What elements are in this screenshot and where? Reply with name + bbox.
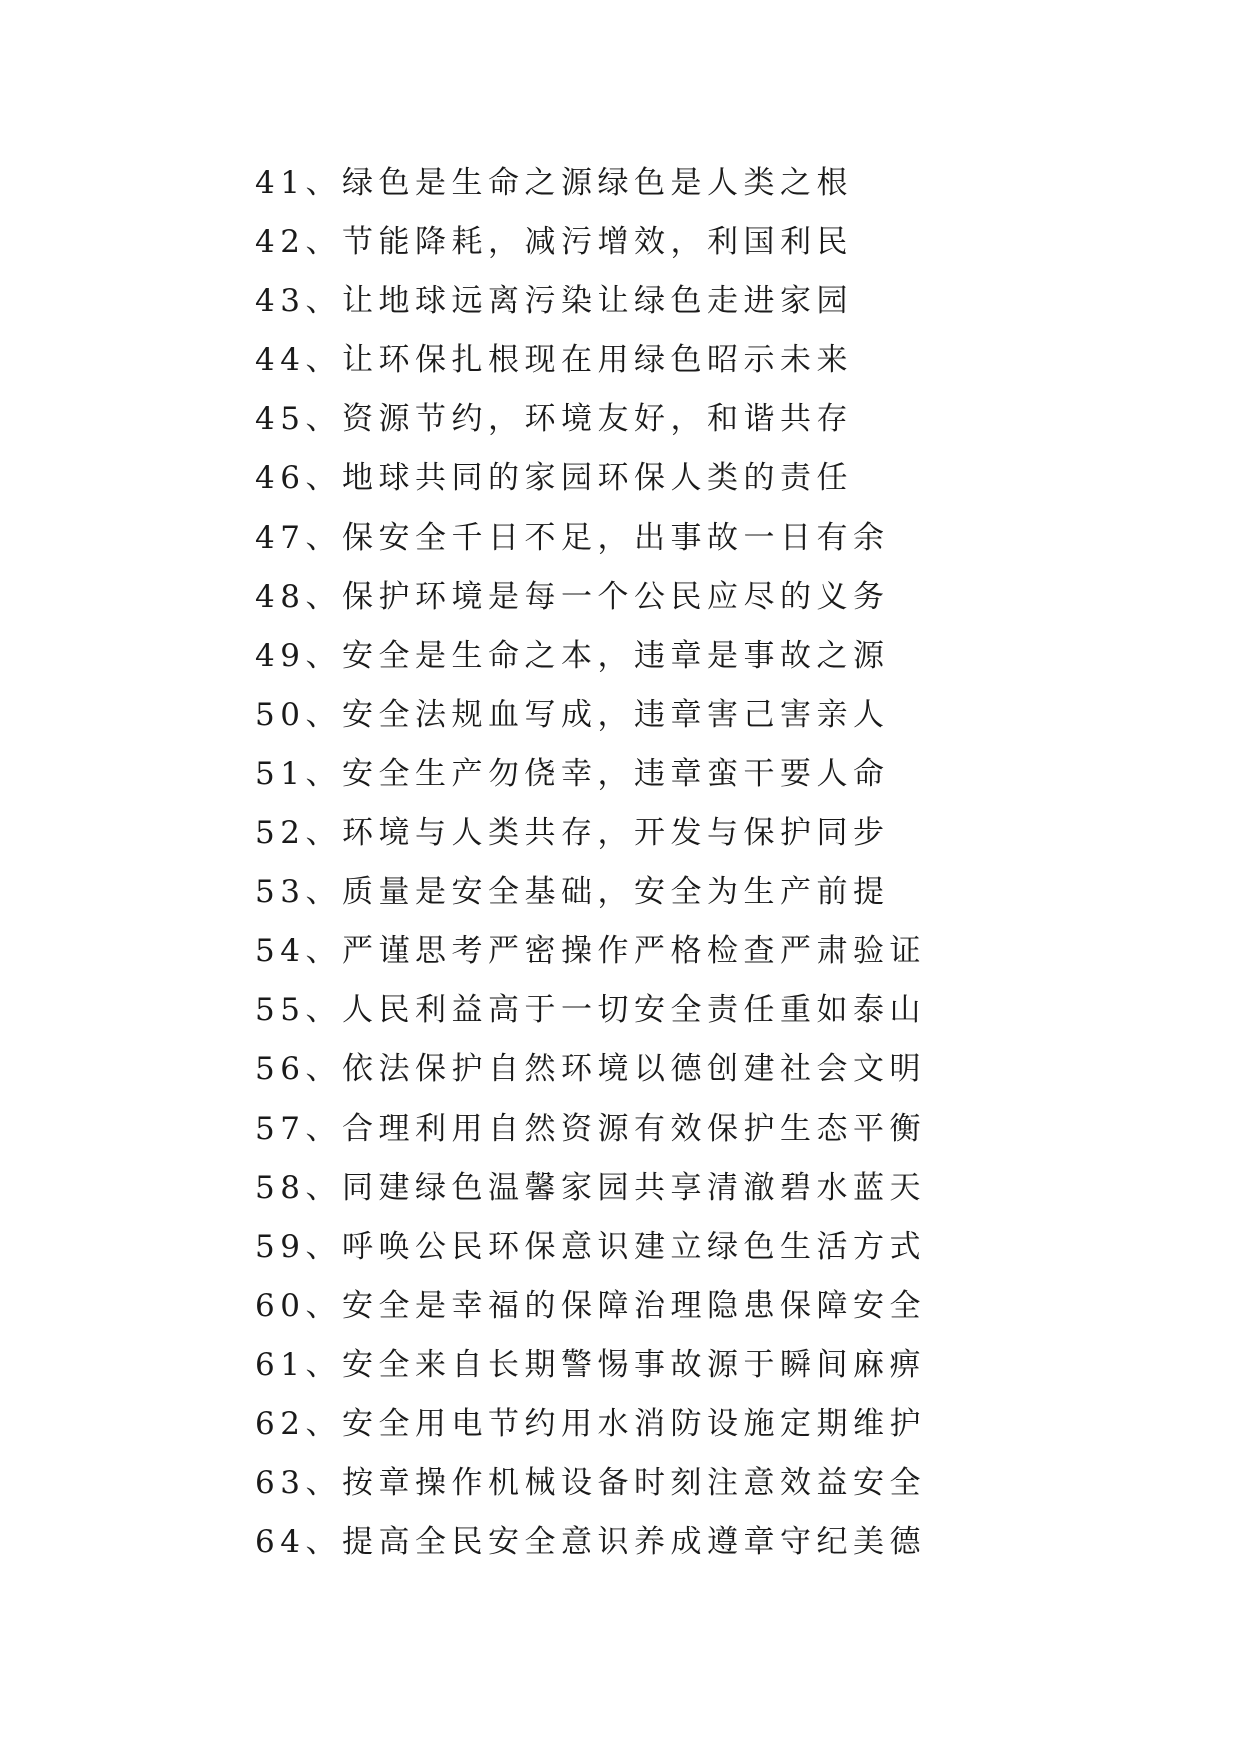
list-item: 48、保护环境是每一个公民应尽的义务: [255, 578, 890, 615]
list-item: 41、绿色是生命之源绿色是人类之根: [255, 165, 853, 201]
list-item: 47、保安全千日不足，出事故一日有余: [255, 519, 890, 556]
list-item: 46、地球共同的家园环保人类的责任: [255, 460, 853, 497]
list-item: 52、环境与人类共存，开发与保护同步: [255, 815, 890, 852]
list-item: 51、安全生产勿侥幸，违章蛮干要人命: [255, 755, 890, 792]
list-item: 59、呼唤公民环保意识建立绿色生活方式: [255, 1228, 926, 1265]
list-item: 45、资源节约，环境友好，和谐共存: [255, 401, 853, 438]
list-item: 57、合理利用自然资源有效保护生态平衡: [255, 1110, 926, 1147]
list-item: 61、安全来自长期警惕事故源于瞬间麻痹: [255, 1346, 926, 1383]
list-item: 42、节能降耗，减污增效，利国利民: [255, 224, 853, 261]
list-item: 58、同建绿色温馨家园共享清澈碧水蓝天: [255, 1169, 926, 1206]
list-item: 49、安全是生命之本，违章是事故之源: [255, 637, 890, 674]
list-item: 55、人民利益高于一切安全责任重如泰山: [255, 992, 926, 1029]
list-item: 62、安全用电节约用水消防设施定期维护: [255, 1405, 926, 1442]
list-item: 60、安全是幸福的保障治理隐患保障安全: [255, 1287, 926, 1324]
list-item: 63、按章操作机械设备时刻注意效益安全: [255, 1465, 926, 1502]
list-item: 54、严谨思考严密操作严格检查严肃验证: [255, 933, 926, 970]
slogan-list: [255, 154, 926, 1572]
list-item: 50、安全法规血写成，违章害己害亲人: [255, 696, 890, 733]
list-item: 53、质量是安全基础，安全为生产前提: [255, 874, 890, 911]
list-item: 43、让地球远离污染让绿色走进家园: [255, 283, 853, 320]
list-item: 56、依法保护自然环境以德创建社会文明: [255, 1051, 926, 1088]
list-item: 64、提高全民安全意识养成遵章守纪美德: [255, 1524, 926, 1561]
list-item: 44、让环保扎根现在用绿色昭示未来: [255, 342, 853, 379]
